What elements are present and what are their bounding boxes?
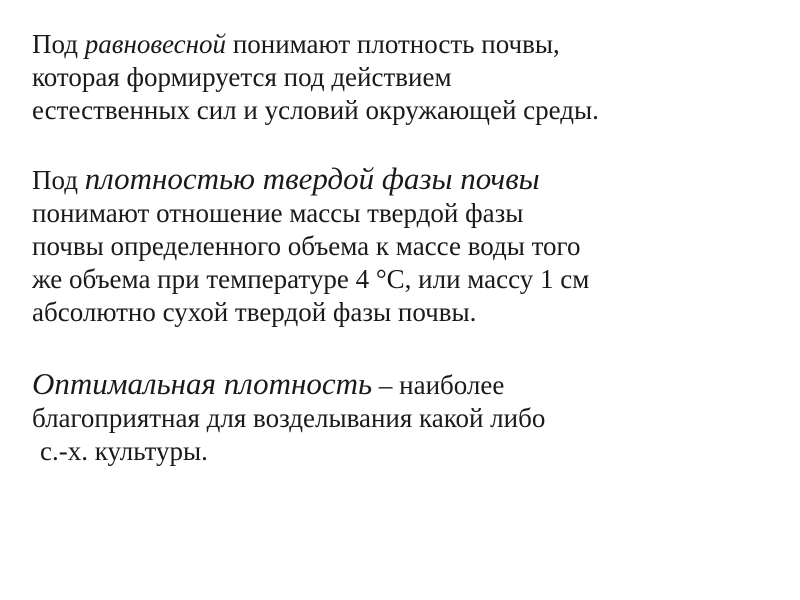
text-line: абсолютно сухой твердой фазы почвы. <box>32 297 477 327</box>
term-optimal-density: Оптимальная плотность <box>32 366 373 401</box>
text-run: Под <box>32 165 85 195</box>
text-line: благоприятная для возделывания какой либо <box>32 403 546 433</box>
term-solid-phase-density: плотностью твердой фазы почвы <box>84 161 540 196</box>
text-line: которая формируется под действием <box>32 62 452 92</box>
text-line <box>32 162 589 197</box>
paragraph-equilibrium-density <box>32 28 599 127</box>
text-line <box>32 367 545 402</box>
paragraph-solid-phase-density <box>32 162 589 329</box>
text-line: с.-х. культуры. <box>40 436 208 466</box>
text-line: почвы определенного объема к массе воды того <box>32 231 581 261</box>
text-run: понимают плотность почвы, <box>226 29 560 59</box>
text-line: же объема при температуре 4 °С, или массу 1 см <box>32 264 590 294</box>
paragraph-optimal-density <box>32 367 545 468</box>
text-line <box>32 28 599 61</box>
text-run: – наиболее <box>372 370 505 400</box>
text-line: понимают отношение массы твердой фазы <box>32 198 524 228</box>
text-run: Под <box>32 29 85 59</box>
term-equilibrium: равновесной <box>84 29 227 59</box>
text-line: естественных сил и условий окружающей среды. <box>32 95 599 125</box>
